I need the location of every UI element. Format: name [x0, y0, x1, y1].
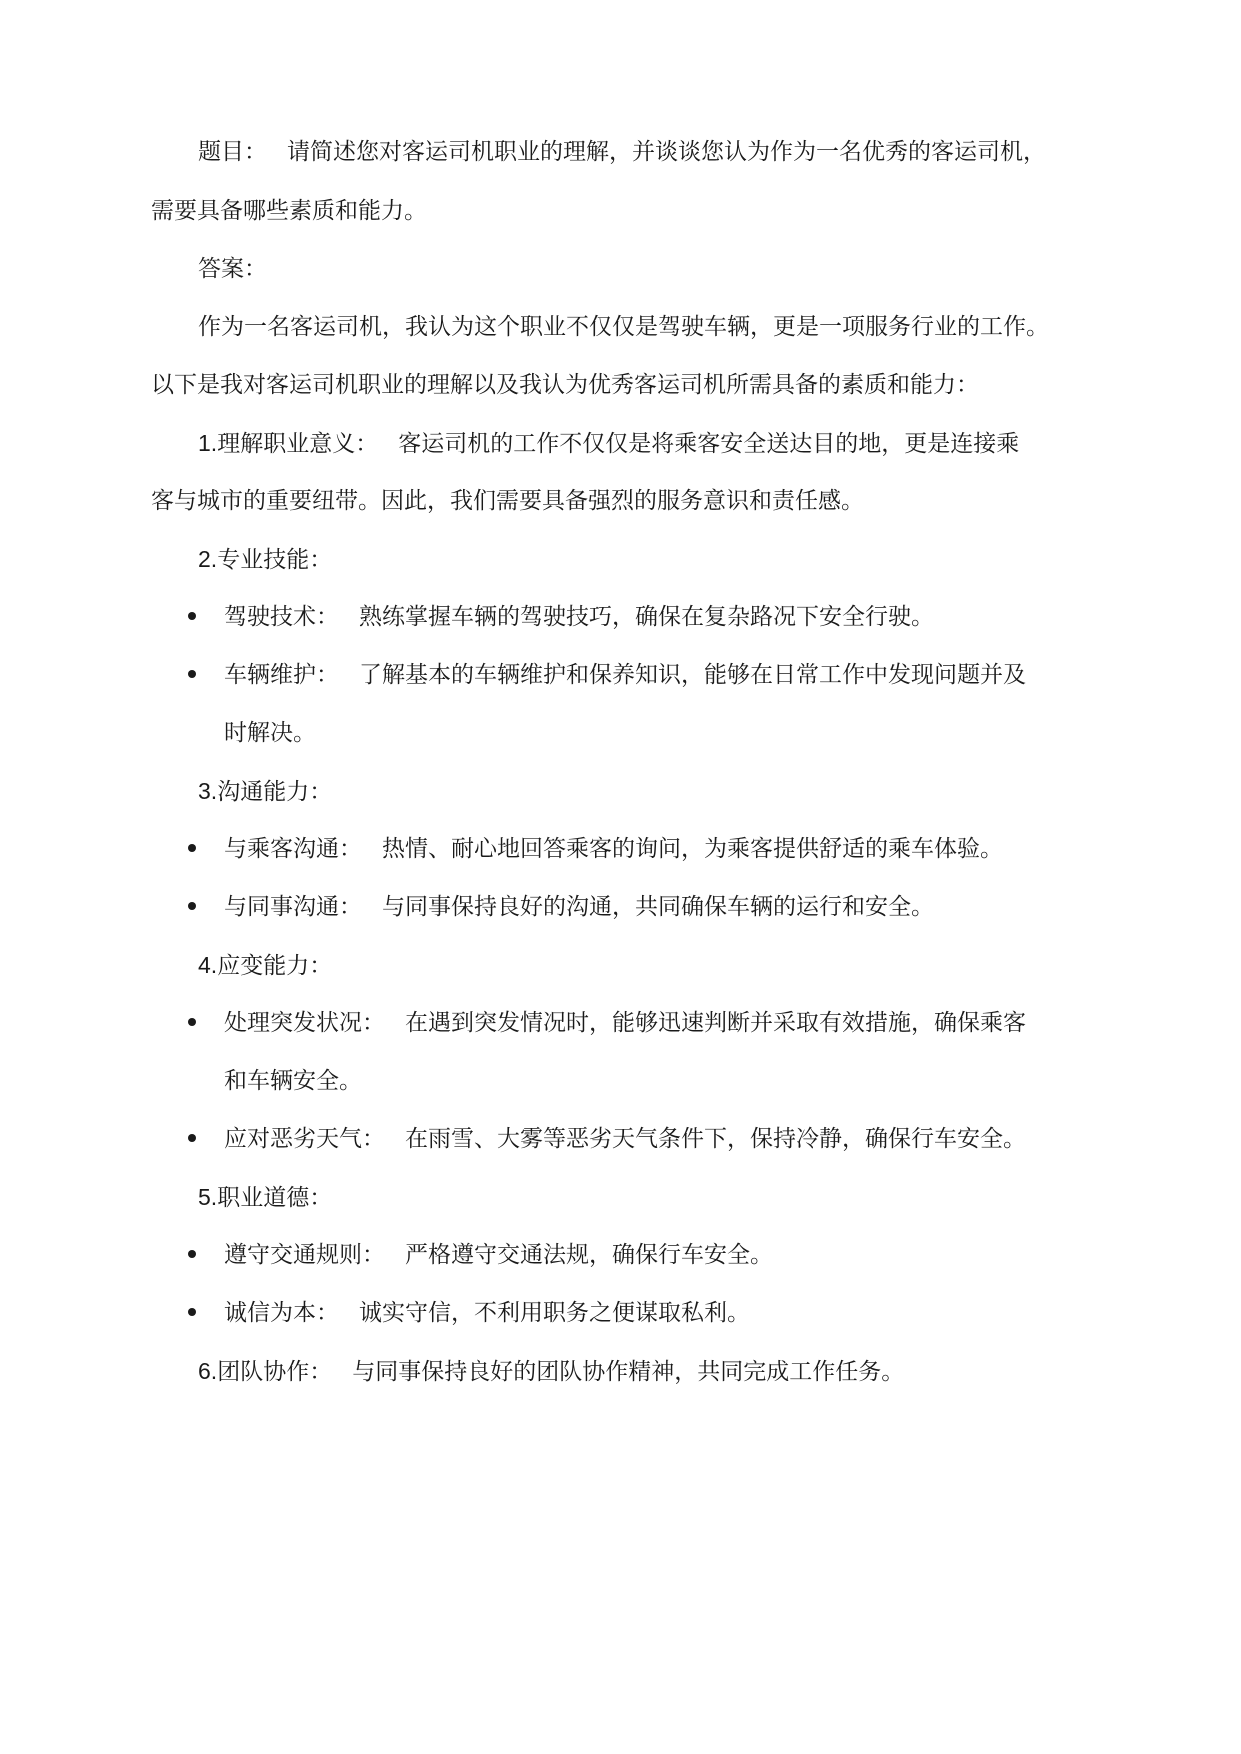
section-5-title: 职业道德：: [217, 1185, 333, 1211]
bullet-term: 车辆维护：: [224, 662, 339, 688]
question-line-2: 需要具备哪些素质和能力。: [151, 198, 427, 224]
bullet-icon: [188, 1250, 196, 1258]
bullet-text: 在遇到突发情况时，能够迅速判断并采取有效措施，确保乘客: [405, 1010, 1026, 1036]
bullet-emergency-handling-cont: 和车辆安全。: [224, 1068, 362, 1094]
answer-label: 答案：: [198, 256, 267, 282]
bullet-emergency-handling: [224, 1008, 1026, 1038]
bullet-icon: [188, 844, 196, 852]
bullet-icon: [188, 612, 196, 620]
question-text: 请简述您对客运司机职业的理解，并谈谈您认为作为一名优秀的客运司机，: [287, 139, 1046, 165]
section-3-number: 3.: [198, 778, 218, 804]
bullet-text: 在雨雪、大雾等恶劣天气条件下，保持冷静，确保行车安全。: [405, 1126, 1026, 1152]
section-6-line-1: [198, 1356, 904, 1387]
section-1-title: 理解职业意义：: [217, 431, 379, 457]
bullet-vehicle-maintenance: [224, 660, 1026, 690]
section-3-heading: [198, 776, 332, 807]
bullet-icon: [188, 670, 196, 678]
bullet-colleague-communication: [224, 892, 934, 922]
bullet-icon: [188, 1134, 196, 1142]
bullet-term: 与同事沟通：: [224, 894, 362, 920]
section-1-text: 客运司机的工作不仅仅是将乘客安全送达目的地，更是连接乘: [398, 431, 1020, 457]
section-6-number: 6.: [198, 1358, 218, 1384]
bullet-text: 热情、耐心地回答乘客的询问，为乘客提供舒适的乘车体验。: [382, 836, 1003, 862]
bullet-text: 熟练掌握车辆的驾驶技巧，确保在复杂路况下安全行驶。: [359, 604, 934, 630]
bullet-text: 了解基本的车辆维护和保养知识，能够在日常工作中发现问题并及: [359, 662, 1026, 688]
bullet-integrity: [224, 1298, 750, 1328]
section-1-line-2: 客与城市的重要纽带。因此，我们需要具备强烈的服务意识和责任感。: [151, 488, 864, 514]
section-4-heading: [198, 950, 332, 981]
bullet-driving-skill: [224, 602, 934, 632]
bullet-bad-weather: [224, 1124, 1026, 1154]
answer-intro-line-1: 作为一名客运司机，我认为这个职业不仅仅是驾驶车辆，更是一项服务行业的工作。: [198, 314, 1049, 340]
bullet-term: 驾驶技术：: [224, 604, 339, 630]
section-4-number: 4.: [198, 952, 218, 978]
bullet-vehicle-maintenance-cont: 时解决。: [224, 720, 316, 746]
section-6-text: 与同事保持良好的团队协作精神，共同完成工作任务。: [352, 1359, 905, 1385]
bullet-term: 遵守交通规则：: [224, 1242, 385, 1268]
bullet-icon: [188, 902, 196, 910]
section-4-title: 应变能力：: [217, 953, 333, 979]
bullet-term: 应对恶劣天气：: [224, 1126, 385, 1152]
bullet-passenger-communication: [224, 834, 1003, 864]
bullet-icon: [188, 1308, 196, 1316]
bullet-term: 处理突发状况：: [224, 1010, 385, 1036]
bullet-term: 诚信为本：: [224, 1300, 339, 1326]
section-2-heading: [198, 544, 332, 575]
bullet-text: 与同事保持良好的沟通，共同确保车辆的运行和安全。: [382, 894, 934, 920]
section-5-heading: [198, 1182, 332, 1213]
section-6-title: 团队协作：: [217, 1359, 333, 1385]
section-1-line-1: [198, 428, 1019, 459]
answer-intro-line-2: 以下是我对客运司机职业的理解以及我认为优秀客运司机所需具备的素质和能力：: [151, 372, 979, 398]
bullet-icon: [188, 1018, 196, 1026]
section-3-title: 沟通能力：: [217, 779, 333, 805]
section-1-number: 1.: [198, 430, 218, 456]
question-label: 题目：: [198, 139, 267, 165]
bullet-text: 严格遵守交通法规，确保行车安全。: [405, 1242, 773, 1268]
bullet-text: 诚实守信，不利用职务之便谋取私利。: [359, 1300, 750, 1326]
bullet-traffic-rules: [224, 1240, 773, 1270]
section-2-number: 2.: [198, 546, 218, 572]
question-line-1: [198, 137, 1046, 167]
section-2-title: 专业技能：: [217, 547, 333, 573]
bullet-term: 与乘客沟通：: [224, 836, 362, 862]
section-5-number: 5.: [198, 1184, 218, 1210]
